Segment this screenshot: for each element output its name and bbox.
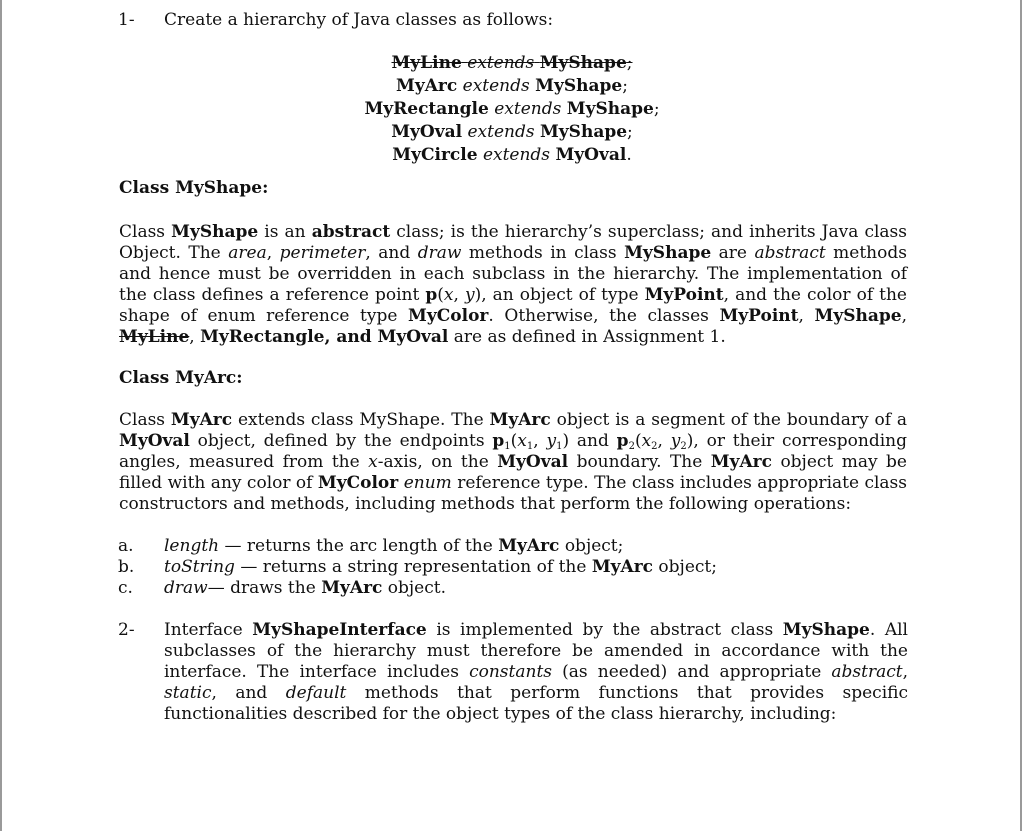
- myshape-paragraph: Class MyShape is an abstract class; is the hierarchy’s superclass; and inherits Java class Object. The area, perimeter, and draw methods in class MyShape are abstract methods and hence must be overridden in each subclass in the hierarchy. The implementation of the class defines a reference point p(x, y), an object of type MyPoint, and the color of the shape of enum reference type MyColor. Otherwise, the classes MyPoint, MyShape, MyLine, MyRectangle, and MyOval are as defined in Assignment 1.: [119, 222, 907, 347]
- item1-intro: Create a hierarchy of Java classes as follows:: [164, 10, 554, 30]
- hierarchy-line-myline: MyLine extends MyShape;: [391, 53, 633, 73]
- op-letter-b: b.: [118, 557, 135, 577]
- item-number-1: 1-: [118, 10, 135, 30]
- hierarchy-line-mycircle: MyCircle extends MyOval.: [392, 145, 632, 165]
- op-tostring: toString — returns a string representation of the MyArc object;: [164, 557, 717, 577]
- op-draw: draw— draws the MyArc object.: [164, 578, 446, 598]
- item-number-2: 2-: [118, 620, 135, 640]
- heading-class-myarc: Class MyArc:: [119, 368, 243, 388]
- item2-paragraph: Interface MyShapeInterface is implemented by the abstract class MyShape. All subclasses of the hierarchy must therefore be amended in accordance with the interface. The interface includes constants (as needed) and appropriate abstract, static, and default methods that perform functions that provides specific functionalities described for the object types of the class hierarchy, including:: [164, 620, 908, 724]
- class-hierarchy-list: [0, 52, 1024, 167]
- op-length: length — returns the arc length of the MyArc object;: [164, 536, 624, 556]
- heading-class-myshape: Class MyShape:: [119, 178, 269, 198]
- op-letter-a: a.: [118, 536, 134, 556]
- myarc-paragraph: Class MyArc extends class MyShape. The MyArc object is a segment of the boundary of a MyOval object, defined by the endpoints $p_1(x_1$, $y_1$) and $p_2(x_2$, $y_2$), or their corresponding angles, measured from the x-axis, on the MyOval boundary. The MyArc object may be filled with any color of MyColor enum reference type. The class includes appropriate class constructors and methods, including methods that perform the following operations:: [119, 410, 908, 514]
- hierarchy-line-myrectangle: MyRectangle extends MyShape;: [364, 99, 660, 119]
- op-letter-c: c.: [118, 578, 133, 598]
- hierarchy-line-myarc: MyArc extends MyShape;: [396, 76, 628, 96]
- hierarchy-line-myoval: MyOval extends MyShape;: [391, 122, 633, 142]
